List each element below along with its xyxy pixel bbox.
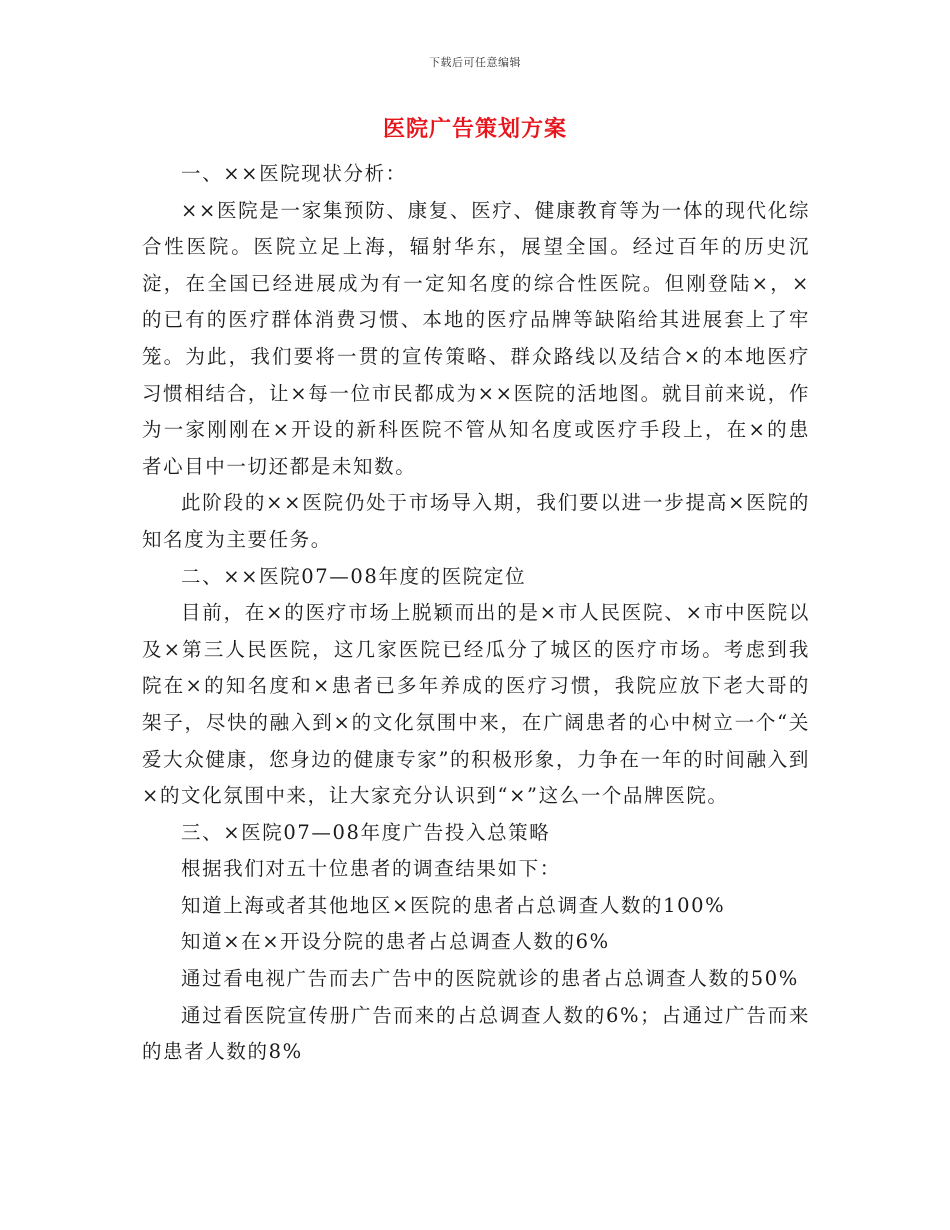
paragraph-survey-intro: 根据我们对五十位患者的调查结果如下：: [181, 857, 561, 881]
section-heading-status-analysis: 一、××医院现状分析：: [181, 162, 407, 185]
header-note: 下载后可任意编辑: [429, 56, 521, 69]
paragraph-hospital-intro: ××医院是一家集预防、康复、医疗、健康教育等为一体的现代化综合性医院。医院立足上海，辐射华东，展望全国。经过百年的历史沉淀，在全国已经进展成为有一定知名度的综合性医院。但刚登陆×，×的已有的医疗群体消费习惯、本地的医疗品牌等缺陷给其进展套上了牢笼。为此，我们要将一贯的宣传策略、群众路线以及结合×的本地医疗习惯相结合，让×每一位市民都成为××医院的活地图。就目前来说，作为一家刚刚在×开设的新科医院不管从知名度或医疗手段上，在×的患者心目中一切还都是未知数。: [142, 198, 810, 478]
section-heading-positioning: 二、××医院07—08年度的医院定位: [181, 564, 527, 588]
paragraph-positioning: 目前，在×的医疗市场上脱颖而出的是×市人民医院、×市中医院以及×第三人民医院，这几家医院已经瓜分了城区的医疗市场。考虑到我院在×的知名度和×患者已多年养成的医疗习惯，我院应放下老大哥的架子，尽快的融入到×的文化氛围中来，在广阔患者的心中树立一个“关爱大众健康，您身边的健康专家”的积极形象，力争在一年的时间融入到×的文化氛围中来，让大家充分认识到“×”这么一个品牌医院。: [142, 601, 810, 808]
document-title: 医院广告策划方案: [382, 116, 567, 142]
paragraph-survey-item-3: 通过看电视广告而去广告中的医院就诊的患者占总调查人数的50%: [181, 967, 799, 991]
section-heading-ad-strategy: 三、×医院07—08年度广告投入总策略: [181, 820, 551, 844]
paragraph-survey-item-4: 通过看医院宣传册广告而来的占总调查人数的6%；占通过广告而来的患者人数的8%: [142, 1003, 810, 1064]
paragraph-survey-item-2: 知道×在×开设分院的患者占总调查人数的6%: [181, 930, 610, 954]
document-body: [142, 156, 810, 1071]
paragraph-survey-item-1: 知道上海或者其他地区×医院的患者占总调查人数的100%: [181, 893, 726, 917]
paragraph-market-stage: 此阶段的××医院仍处于市场导入期，我们要以进一步提高×医院的知名度为主要任务。: [142, 491, 810, 551]
